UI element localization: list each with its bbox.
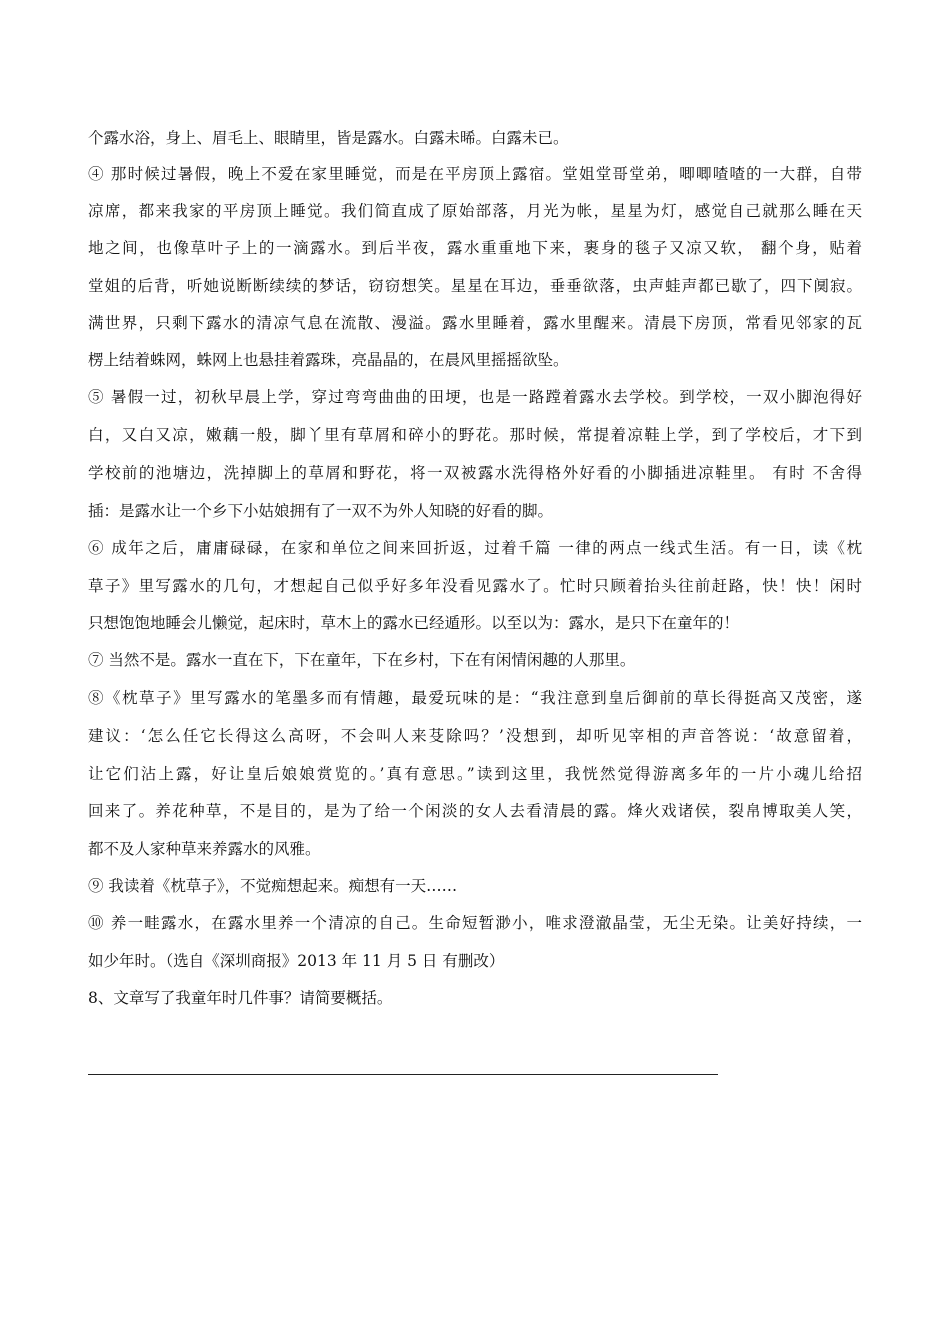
- text-line: ⑨ 我读着《枕草子》，不觉痴想起来。痴想有一天……: [88, 877, 458, 895]
- text-line: 让它们沾上露，好让皇后娘娘赏览的。’真有意思。”读到这里，我恍然觉得游离多年的一片小魂儿给招: [88, 765, 862, 783]
- text-line: 只想饱饱地睡会儿懒觉，起床时，草木上的露水已经遁形。以至以为：露水，是只下在童年的！: [88, 614, 740, 632]
- text-line: ⑥ 成年之后，庸庸碌碌，在家和单位之间来回折返，过着千篇 一律的两点一线式生活。有一日，读《枕: [88, 539, 862, 557]
- text-line: ④ 那时候过暑假，晚上不爱在家里睡觉，而是在平房顶上露宿。堂姐堂哥堂弟，唧唧喳喳的一大群，自带: [88, 165, 862, 183]
- text-line: 凉席，都来我家的平房顶上睡觉。我们简直成了原始部落，月光为帐，星星为灯，感觉自己就那么睡在天: [88, 202, 862, 220]
- text-line: 个露水浴，身上、眉毛上、眼睛里，皆是露水。白露未晞。白露未已。: [88, 129, 569, 147]
- text-line: 草子》里写露水的几句，才想起自己似乎好多年没看见露水了。忙时只顾着抬头往前赶路，快！快！闲时: [88, 577, 862, 595]
- text-line: 地之间，也像草叶子上的一滴露水。到后半夜，露水重重地下来，裹身的毯子又凉又软， 翻个身，贴着: [88, 239, 862, 257]
- text-line: 回来了。养花种草，不是目的，是为了给一个闲淡的女人去看清晨的露。烽火戏诸侯，裂帛博取美人笑，: [88, 802, 862, 820]
- text-line: 堂姐的后背，听她说断断续续的梦话，窃窃想笑。星星在耳边，垂垂欲落，虫声蛙声都已歇了，四下阒寂。: [88, 277, 862, 295]
- question-line: 8、文章写了我童年时几件事？请简要概括。: [88, 989, 393, 1007]
- text-line: 白，又白又凉，嫩藕一般，脚丫里有草屑和碎小的野花。那时候，常提着凉鞋上学，到了学校后，才下到: [88, 426, 862, 444]
- text-line: 学校前的池塘边，洗掉脚上的草屑和野花，将一双被露水洗得格外好看的小脚插进凉鞋里。 有时 不舍得: [88, 464, 862, 482]
- answer-line[interactable]: [88, 1074, 718, 1075]
- text-line: 都不及人家种草来养露水的风雅。: [88, 840, 321, 858]
- text-line: 楞上结着蛛网，蛛网上也悬挂着露珠，亮晶晶的，在晨风里摇摇欲坠。: [88, 351, 569, 369]
- text-line: 建议：‘怎么任它长得这么高呀，不会叫人来芟除吗？’没想到，却听见宰相的声音答说：‘故意留着，: [88, 727, 862, 745]
- text-line: ⑩ 养一畦露水，在露水里养一个清凉的自己。生命短暂渺小，唯求澄澈晶莹，无尘无染。让美好持续，一: [88, 914, 862, 932]
- text-line: 插：是露水让一个乡下小姑娘拥有了一双不为外人知晓的好看的脚。: [88, 502, 554, 520]
- text-line: 如少年时。（选自《深圳商报》2013 年 11 月 5 日 有删改）: [88, 952, 505, 970]
- text-line: ⑦ 当然不是。露水一直在下，下在童年，下在乡村，下在有闲情闲趣的人那里。: [88, 651, 636, 669]
- text-line: 满世界，只剩下露水的清凉气息在流散、漫溢。露水里睡着，露水里醒来。清晨下房顶，常看见邻家的瓦: [88, 314, 862, 332]
- text-line: ⑤ 暑假一过，初秋早晨上学，穿过弯弯曲曲的田埂，也是一路蹚着露水去学校。到学校，一双小脚泡得好: [88, 388, 862, 406]
- text-line: ⑧《枕草子》里写露水的笔墨多而有情趣，最爱玩味的是：“我注意到皇后御前的草长得挺高又茂密，遂: [88, 689, 862, 707]
